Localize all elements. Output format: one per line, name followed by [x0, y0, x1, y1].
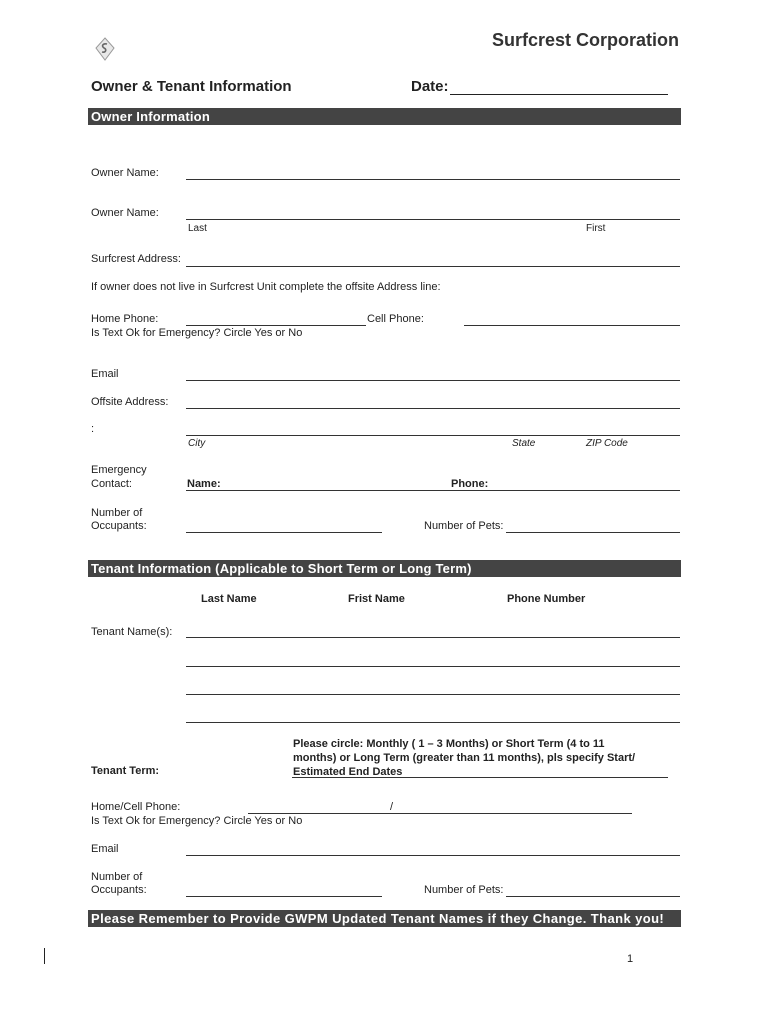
- page-number: 1: [627, 953, 634, 965]
- company-logo-icon: [92, 36, 118, 62]
- cell-phone-field[interactable]: [464, 325, 680, 326]
- col-last-name: Last Name: [201, 593, 257, 605]
- col-first-name: Frist Name: [348, 593, 405, 605]
- colon-mark: :: [91, 423, 95, 435]
- emergency-name-label: Name:: [187, 478, 221, 490]
- tenant-term-field[interactable]: [292, 777, 668, 778]
- tenant-occupants-field[interactable]: [186, 896, 382, 897]
- tenant-name-field-3[interactable]: [186, 694, 680, 695]
- reminder-banner: Please Remember to Provide GWPM Updated Tenant Names if they Change. Thank you!: [88, 910, 681, 927]
- owner-name-label-2: Owner Name:: [91, 207, 159, 219]
- emergency-label-line2: Contact:: [91, 478, 132, 490]
- home-phone-label: Home Phone:: [91, 313, 159, 325]
- tenant-pets-label: Number of Pets:: [424, 884, 504, 896]
- occupants-field[interactable]: [186, 532, 382, 533]
- tenant-section-header: Tenant Information (Applicable to Short Term or Long Term): [88, 560, 681, 577]
- pets-field[interactable]: [506, 532, 680, 533]
- owner-name-field-1[interactable]: [186, 179, 680, 180]
- email-label: Email: [91, 368, 119, 380]
- date-field[interactable]: [450, 94, 668, 95]
- tenant-name-field-4[interactable]: [186, 722, 680, 723]
- tenant-pets-field[interactable]: [506, 896, 680, 897]
- tenant-name-field-1[interactable]: [186, 637, 680, 638]
- owner-name-label-1: Owner Name:: [91, 167, 159, 179]
- text-ok-note: Is Text Ok for Emergency? Circle Yes or No: [91, 327, 303, 339]
- term-note-line2: months) or Long Term (greater than 11 months), pls specify Start/: [293, 752, 636, 764]
- margin-mark: [44, 948, 45, 964]
- form-title: Owner & Tenant Information: [91, 78, 292, 95]
- emergency-label-line1: Emergency: [91, 464, 147, 476]
- zip-caption: ZIP Code: [586, 438, 628, 449]
- tenant-email-field[interactable]: [186, 855, 680, 856]
- term-note-line1: Please circle: Monthly ( 1 – 3 Months) or Short Term (4 to 11: [293, 738, 605, 750]
- surfcrest-address-label: Surfcrest Address:: [91, 253, 181, 265]
- col-phone-number: Phone Number: [507, 593, 586, 605]
- owner-section-header: Owner Information: [88, 108, 681, 125]
- date-label: Date:: [411, 78, 449, 95]
- last-caption: Last: [188, 223, 207, 234]
- emergency-phone-label: Phone:: [451, 478, 489, 490]
- first-caption: First: [586, 223, 606, 234]
- tenant-occupants-label-line1: Number of: [91, 871, 143, 883]
- home-cell-field[interactable]: [248, 813, 632, 814]
- offsite-note: If owner does not live in Surfcrest Unit complete the offsite Address line:: [91, 281, 441, 293]
- tenant-text-ok-note: Is Text Ok for Emergency? Circle Yes or No: [91, 815, 303, 827]
- home-phone-field[interactable]: [186, 325, 366, 326]
- occupants-label-line1: Number of: [91, 507, 143, 519]
- state-caption: State: [512, 438, 536, 449]
- company-name: Surfcrest Corporation: [491, 30, 679, 50]
- email-field[interactable]: [186, 380, 680, 381]
- tenant-occupants-label-line2: Occupants:: [91, 884, 147, 896]
- occupants-label-line2: Occupants:: [91, 520, 147, 532]
- tenant-name-field-2[interactable]: [186, 666, 680, 667]
- emergency-contact-field[interactable]: [186, 490, 680, 491]
- city-state-zip-field[interactable]: [186, 435, 680, 436]
- offsite-address-field[interactable]: [186, 408, 680, 409]
- cell-phone-label: Cell Phone:: [367, 313, 424, 325]
- phone-separator: /: [390, 801, 394, 813]
- tenant-term-label: Tenant Term:: [91, 765, 160, 777]
- pets-label: Number of Pets:: [424, 520, 504, 532]
- term-note-line3: Estimated End Dates: [293, 766, 403, 778]
- surfcrest-address-field[interactable]: [186, 266, 680, 267]
- city-caption: City: [188, 438, 206, 449]
- offsite-address-label: Offsite Address:: [91, 396, 169, 408]
- tenant-email-label: Email: [91, 843, 119, 855]
- tenant-names-label: Tenant Name(s):: [91, 626, 173, 638]
- owner-name-field-2[interactable]: [186, 219, 680, 220]
- home-cell-label: Home/Cell Phone:: [91, 801, 181, 813]
